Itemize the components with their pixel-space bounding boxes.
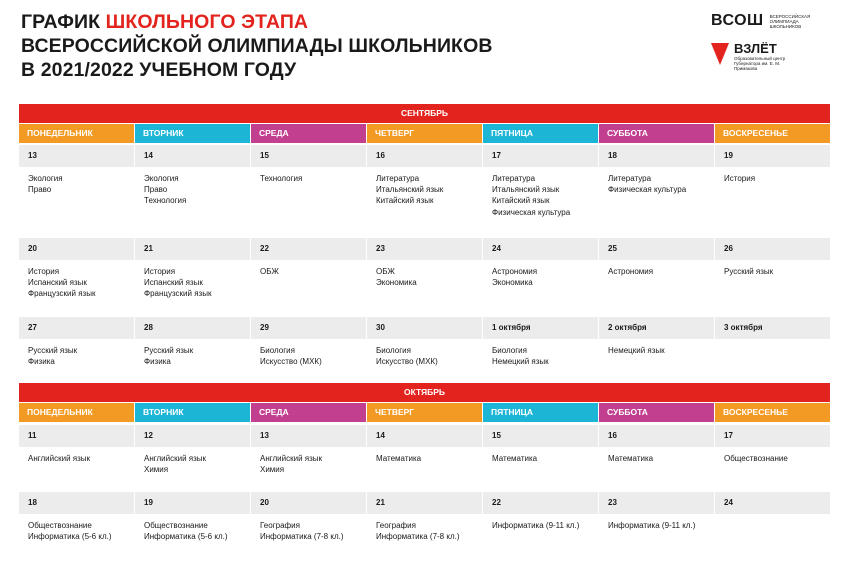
subject-item: Информатика (9-11 кл.) bbox=[492, 521, 580, 530]
weekday-header: ВОСКРЕСЕНЬЕ bbox=[715, 403, 830, 422]
day-subjects bbox=[19, 339, 134, 367]
subject-item: Биология bbox=[492, 346, 527, 355]
week-row bbox=[19, 145, 830, 237]
day-subjects bbox=[367, 514, 482, 542]
day-subjects bbox=[599, 167, 714, 195]
day-date: 16 bbox=[599, 425, 714, 447]
subject-item: Астрономия bbox=[608, 267, 654, 276]
subject-item: Право bbox=[144, 185, 168, 195]
weekday-header: СРЕДА bbox=[251, 124, 366, 143]
day-cell bbox=[483, 425, 598, 491]
weekday-header: СУББОТА bbox=[599, 403, 714, 422]
subject-item: Экология bbox=[144, 174, 179, 183]
day-subjects bbox=[135, 260, 250, 300]
day-cell bbox=[483, 145, 598, 237]
title-line-3: В 2021/2022 УЧЕБНОМ ГОДУ bbox=[21, 59, 297, 81]
weekday-header: ВТОРНИК bbox=[135, 403, 250, 422]
day-date: 22 bbox=[483, 492, 598, 514]
day-cell bbox=[715, 492, 830, 552]
subject-item: Физическая культура bbox=[608, 185, 687, 195]
subject-item: Английский язык bbox=[28, 454, 91, 463]
day-cell bbox=[599, 492, 714, 552]
day-date: 19 bbox=[715, 145, 830, 167]
subject-item: Итальянский язык bbox=[492, 185, 560, 195]
day-date: 2 октября bbox=[599, 317, 714, 339]
day-date: 15 bbox=[483, 425, 598, 447]
subject-item: История bbox=[144, 267, 176, 276]
subject-item: Китайский язык bbox=[376, 196, 434, 206]
day-subjects bbox=[483, 514, 598, 531]
subject-item: ОБЖ bbox=[376, 267, 395, 276]
day-date: 11 bbox=[19, 425, 134, 447]
day-cell bbox=[367, 425, 482, 491]
day-cell bbox=[19, 425, 134, 491]
weekday-header: СРЕДА bbox=[251, 403, 366, 422]
day-date: 17 bbox=[483, 145, 598, 167]
subject-item: Обществознание bbox=[724, 454, 788, 463]
weekday-header-row bbox=[19, 403, 830, 422]
weekday-header: ПЯТНИЦА bbox=[483, 403, 598, 422]
day-cell bbox=[715, 145, 830, 237]
day-cell bbox=[135, 145, 250, 237]
day-subjects bbox=[251, 447, 366, 475]
day-date: 14 bbox=[367, 425, 482, 447]
day-date: 16 bbox=[367, 145, 482, 167]
subject-item: Химия bbox=[260, 465, 285, 475]
day-cell bbox=[135, 317, 250, 379]
title-line-2: ВСЕРОССИЙСКОЙ ОЛИМПИАДЫ ШКОЛЬНИКОВ bbox=[21, 35, 493, 57]
day-cell bbox=[135, 425, 250, 491]
day-cell bbox=[715, 238, 830, 316]
title-line-1 bbox=[21, 10, 493, 34]
day-subjects bbox=[19, 260, 134, 300]
day-date: 20 bbox=[19, 238, 134, 260]
day-cell bbox=[599, 238, 714, 316]
vsosh-logo-caption: ВСЕРОССИЙСКАЯ ОЛИМПИАДА ШКОЛЬНИКОВ bbox=[769, 13, 811, 29]
vzlet-v-icon bbox=[711, 43, 729, 65]
day-subjects bbox=[19, 167, 134, 195]
day-cell bbox=[251, 145, 366, 237]
subject-item: Литература bbox=[376, 174, 420, 183]
subject-item: Информатика (9-11 кл.) bbox=[608, 521, 696, 530]
day-subjects bbox=[715, 167, 830, 184]
day-cell bbox=[599, 317, 714, 379]
day-cell bbox=[599, 145, 714, 237]
day-date: 30 bbox=[367, 317, 482, 339]
subject-item: Технология bbox=[260, 174, 303, 183]
subject-item: Искусство (МХК) bbox=[260, 357, 322, 367]
day-date: 29 bbox=[251, 317, 366, 339]
day-subjects bbox=[135, 167, 250, 207]
vzlet-logo-caption: Образовательный центр Губернатора им. Е. М. Примакова bbox=[734, 56, 786, 71]
day-cell bbox=[251, 492, 366, 552]
day-subjects bbox=[715, 514, 830, 520]
day-subjects bbox=[135, 447, 250, 475]
weekday-header: ЧЕТВЕРГ bbox=[367, 403, 482, 422]
day-date: 23 bbox=[367, 238, 482, 260]
subject-item: Право bbox=[28, 185, 52, 195]
day-cell bbox=[19, 238, 134, 316]
subject-item: Экономика bbox=[376, 278, 417, 288]
day-cell bbox=[251, 238, 366, 316]
weekday-header: ПОНЕДЕЛЬНИК bbox=[19, 124, 134, 143]
day-subjects bbox=[367, 167, 482, 207]
weekday-header: ПОНЕДЕЛЬНИК bbox=[19, 403, 134, 422]
day-date: 24 bbox=[483, 238, 598, 260]
day-date: 12 bbox=[135, 425, 250, 447]
day-date: 13 bbox=[19, 145, 134, 167]
day-subjects bbox=[715, 339, 830, 345]
day-date: 3 октября bbox=[715, 317, 830, 339]
subject-item: ОБЖ bbox=[260, 267, 279, 276]
subject-item: Математика bbox=[376, 454, 422, 463]
day-date: 21 bbox=[367, 492, 482, 514]
day-subjects bbox=[715, 447, 830, 464]
day-cell bbox=[367, 317, 482, 379]
day-date: 14 bbox=[135, 145, 250, 167]
subject-item: Литература bbox=[492, 174, 536, 183]
day-subjects bbox=[135, 514, 250, 542]
subject-item: Испанский язык bbox=[28, 278, 87, 288]
month-header: СЕНТЯБРЬ bbox=[19, 104, 830, 123]
subject-item: Физика bbox=[144, 357, 171, 367]
day-cell bbox=[251, 317, 366, 379]
weekday-header: ПЯТНИЦА bbox=[483, 124, 598, 143]
day-subjects bbox=[367, 447, 482, 464]
vzlet-logo-name: ВЗЛЁТ bbox=[734, 41, 777, 56]
day-subjects bbox=[251, 514, 366, 542]
day-cell bbox=[19, 317, 134, 379]
week-row bbox=[19, 238, 830, 316]
subject-item: Физическая культура bbox=[492, 207, 571, 217]
subject-item: Французский язык bbox=[144, 289, 212, 299]
week-row bbox=[19, 425, 830, 491]
day-subjects bbox=[251, 167, 366, 184]
weekday-header: ЧЕТВЕРГ bbox=[367, 124, 482, 143]
subject-item: История bbox=[28, 267, 60, 276]
day-subjects bbox=[251, 260, 366, 277]
vzlet-logo bbox=[711, 42, 794, 71]
subject-item: Физика bbox=[28, 357, 55, 367]
day-date: 21 bbox=[135, 238, 250, 260]
day-date: 17 bbox=[715, 425, 830, 447]
weekday-header: ВОСКРЕСЕНЬЕ bbox=[715, 124, 830, 143]
day-date: 20 bbox=[251, 492, 366, 514]
subject-item: Информатика (5-6 кл.) bbox=[28, 532, 112, 542]
subject-item: Литература bbox=[608, 174, 652, 183]
subject-item: Русский язык bbox=[28, 346, 78, 355]
day-cell bbox=[483, 317, 598, 379]
day-date: 24 bbox=[715, 492, 830, 514]
day-subjects bbox=[715, 260, 830, 277]
day-subjects bbox=[19, 514, 134, 542]
month-header: ОКТЯБРЬ bbox=[19, 383, 830, 402]
subject-item: Искусство (МХК) bbox=[376, 357, 438, 367]
subject-item: Немецкий язык bbox=[608, 346, 665, 355]
day-cell bbox=[599, 425, 714, 491]
subject-item: Астрономия bbox=[492, 267, 538, 276]
day-cell bbox=[367, 492, 482, 552]
day-cell bbox=[483, 492, 598, 552]
subject-item: Технология bbox=[144, 196, 187, 206]
day-subjects bbox=[599, 260, 714, 277]
subject-item: Биология bbox=[260, 346, 295, 355]
subject-item: Биология bbox=[376, 346, 411, 355]
subject-item: Обществознание bbox=[28, 521, 92, 530]
day-date: 18 bbox=[19, 492, 134, 514]
day-cell bbox=[715, 317, 830, 379]
subject-item: География bbox=[376, 521, 416, 530]
day-subjects bbox=[367, 339, 482, 367]
vsosh-logo-mark: ВСОШ bbox=[711, 12, 764, 29]
title-prefix: ГРАФИК bbox=[21, 11, 106, 33]
day-subjects bbox=[483, 260, 598, 288]
day-cell bbox=[19, 492, 134, 552]
subject-item: Испанский язык bbox=[144, 278, 203, 288]
subject-item: Русский язык bbox=[144, 346, 194, 355]
day-date: 26 bbox=[715, 238, 830, 260]
subject-item: Русский язык bbox=[724, 267, 774, 276]
day-cell bbox=[135, 238, 250, 316]
subject-item: История bbox=[724, 174, 756, 183]
day-date: 25 bbox=[599, 238, 714, 260]
day-subjects bbox=[599, 514, 714, 531]
subject-item: Китайский язык bbox=[492, 196, 550, 206]
day-subjects bbox=[367, 260, 482, 288]
subject-item: Английский язык bbox=[260, 454, 323, 463]
subject-item: Экономика bbox=[492, 278, 533, 288]
day-subjects bbox=[599, 339, 714, 356]
subject-item: Обществознание bbox=[144, 521, 208, 530]
day-cell bbox=[715, 425, 830, 491]
day-cell bbox=[19, 145, 134, 237]
subject-item: Информатика (5-6 кл.) bbox=[144, 532, 228, 542]
subject-item: Информатика (7-8 кл.) bbox=[260, 532, 344, 542]
subject-item: Математика bbox=[492, 454, 538, 463]
subject-item: Информатика (7-8 кл.) bbox=[376, 532, 460, 542]
day-subjects bbox=[599, 447, 714, 464]
subject-item: География bbox=[260, 521, 300, 530]
day-subjects bbox=[483, 339, 598, 367]
day-cell bbox=[483, 238, 598, 316]
day-cell bbox=[135, 492, 250, 552]
day-date: 22 bbox=[251, 238, 366, 260]
weekday-header-row bbox=[19, 124, 830, 143]
day-date: 15 bbox=[251, 145, 366, 167]
weekday-header: СУББОТА bbox=[599, 124, 714, 143]
subject-item: Итальянский язык bbox=[376, 185, 444, 195]
day-subjects bbox=[483, 167, 598, 218]
week-row bbox=[19, 317, 830, 379]
day-cell bbox=[251, 425, 366, 491]
day-subjects bbox=[483, 447, 598, 464]
day-subjects bbox=[19, 447, 134, 464]
day-subjects bbox=[135, 339, 250, 367]
day-date: 28 bbox=[135, 317, 250, 339]
day-cell bbox=[367, 145, 482, 237]
subject-item: Английский язык bbox=[144, 454, 207, 463]
subject-item: Математика bbox=[608, 454, 654, 463]
vsosh-logo bbox=[711, 12, 818, 30]
day-date: 27 bbox=[19, 317, 134, 339]
day-subjects bbox=[251, 339, 366, 367]
day-cell bbox=[367, 238, 482, 316]
subject-item: Химия bbox=[144, 465, 169, 475]
subject-item: Французский язык bbox=[28, 289, 96, 299]
page-title bbox=[21, 10, 493, 82]
day-date: 13 bbox=[251, 425, 366, 447]
week-row bbox=[19, 492, 830, 552]
subject-item: Немецкий язык bbox=[492, 357, 549, 367]
day-date: 23 bbox=[599, 492, 714, 514]
day-date: 18 bbox=[599, 145, 714, 167]
subject-item: Экология bbox=[28, 174, 63, 183]
day-date: 1 октября bbox=[483, 317, 598, 339]
day-date: 19 bbox=[135, 492, 250, 514]
weekday-header: ВТОРНИК bbox=[135, 124, 250, 143]
title-highlight: ШКОЛЬНОГО ЭТАПА bbox=[105, 11, 309, 33]
